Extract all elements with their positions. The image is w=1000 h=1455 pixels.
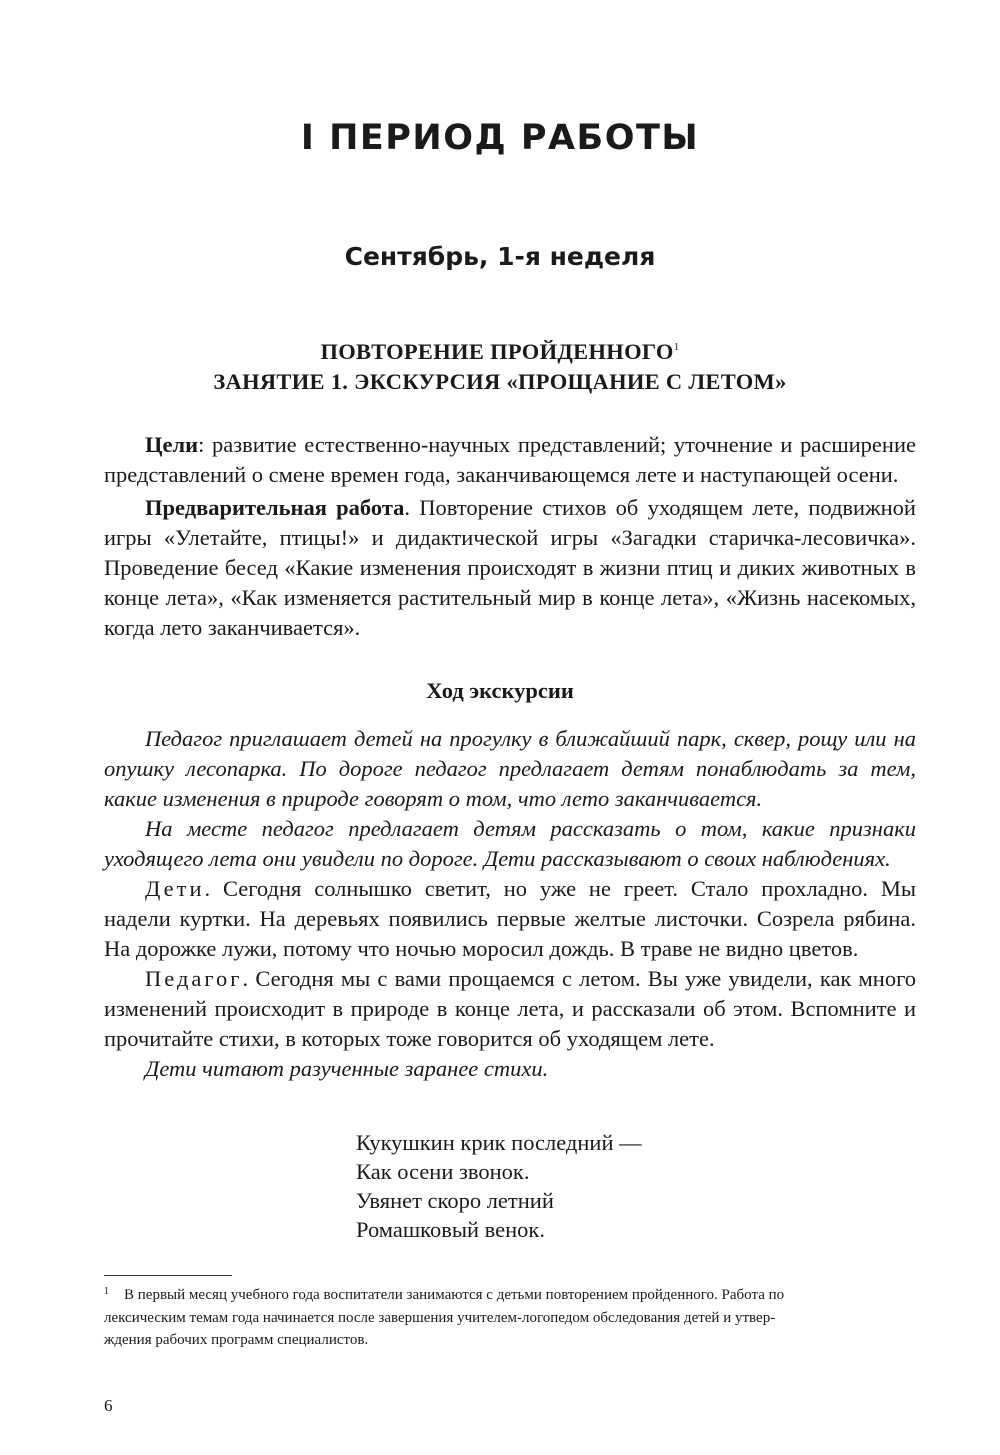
lesson-title: ЗАНЯТИЕ 1. ЭКСКУРСИЯ «ПРОЩАНИЕ С ЛЕТОМ» xyxy=(213,369,787,394)
prep-label: Предварительная работа xyxy=(145,495,405,520)
footnote-divider xyxy=(104,1275,232,1276)
poem-line: Ромашковый венок. xyxy=(356,1217,545,1242)
children-reply xyxy=(104,874,916,964)
period-title: I ПЕРИОД РАБОТЫ xyxy=(300,118,700,158)
children-text: . Сегодня солнышко светит, но уже не греет. Стало прохладно. Мы надели куртки. На деревьях появились первые желтые листочки. Созрела рябина. На дорожке лужи, потому что ночью моросил дождь. В траве не видно цветов. xyxy=(104,876,916,961)
footnote-line: ждения рабочих программ специалистов. xyxy=(104,1332,369,1348)
poem-line: Кукушкин крик последний — xyxy=(356,1130,642,1155)
excursion-intro-2: На месте педагог предлагает детям рассказать о том, какие признаки уходящего лета они увидели по дороге. Дети рассказывают о своих наблюдениях. xyxy=(104,816,916,871)
footnote xyxy=(104,1281,916,1352)
excursion-heading: Ход экскурсии xyxy=(426,678,574,703)
teacher-speaker: Педагог xyxy=(145,966,243,991)
teacher-reply xyxy=(104,964,916,1054)
stage-direction: Дети читают разученные заранее стихи. xyxy=(145,1056,549,1081)
poem xyxy=(356,1128,642,1244)
poem-line: Увянет скоро летний xyxy=(356,1188,554,1213)
excursion-section xyxy=(104,724,916,1084)
footnote-ref: 1 xyxy=(673,341,680,353)
lesson-topic-text: ПОВТОРЕНИЕ ПРОЙДЕННОГО xyxy=(320,339,674,364)
prep-paragraph xyxy=(104,493,916,643)
footnote-line xyxy=(104,1281,916,1307)
children-speaker: Дети xyxy=(145,876,205,901)
week-title: Сентябрь, 1-я неделя xyxy=(344,242,656,271)
teacher-text: . Сегодня мы с вами прощаемся с летом. Вы уже увидели, как много изменений происходит в природе в конце лета, и рассказали об этом. Вспомните и прочитайте стихи, в которых тоже говорится об уходящем лете. xyxy=(104,966,916,1051)
prep-text: . Повторение стихов об уходящем лете, подвижной игры «Улетайте, птицы!» и дидактической игры «Загадки старичка-лесовичка». Проведение бесед «Какие изменения происходят в жизни птиц и диких животных в конце лета», «Как изменяется растительный мир в конце лета», «Жизнь насекомых, когда лето заканчивается». xyxy=(104,495,916,640)
intro-section xyxy=(104,430,916,643)
goals-label: Цели xyxy=(145,432,199,457)
goals-paragraph xyxy=(104,430,916,490)
footnote-line: лексическим темам года начинается после завершения учителем-логопедом обследования детей и утвер- xyxy=(104,1309,776,1326)
page-number: 6 xyxy=(104,1396,113,1415)
footnote-text: В первый месяц учебного года воспитатели занимаются с детьми повторением пройденного. Работа по xyxy=(124,1287,785,1303)
poem-line: Как осени звонок. xyxy=(356,1159,530,1184)
footnote-mark: 1 xyxy=(104,1286,109,1297)
lesson-topic xyxy=(0,332,1000,367)
lesson-heading xyxy=(0,332,1000,397)
goals-text: : развитие естественно-научных представлений; уточнение и расширение представлений о смене времен года, заканчивающемся лете и наступающей осени. xyxy=(104,432,916,487)
excursion-intro-1: Педагог приглашает детей на прогулку в ближайший парк, сквер, рощу или на опушку лесопарка. По дороге педагог предлагает детям понаблюдать за тем, какие изменения в природе говорят о том, что лето заканчивается. xyxy=(104,726,916,811)
